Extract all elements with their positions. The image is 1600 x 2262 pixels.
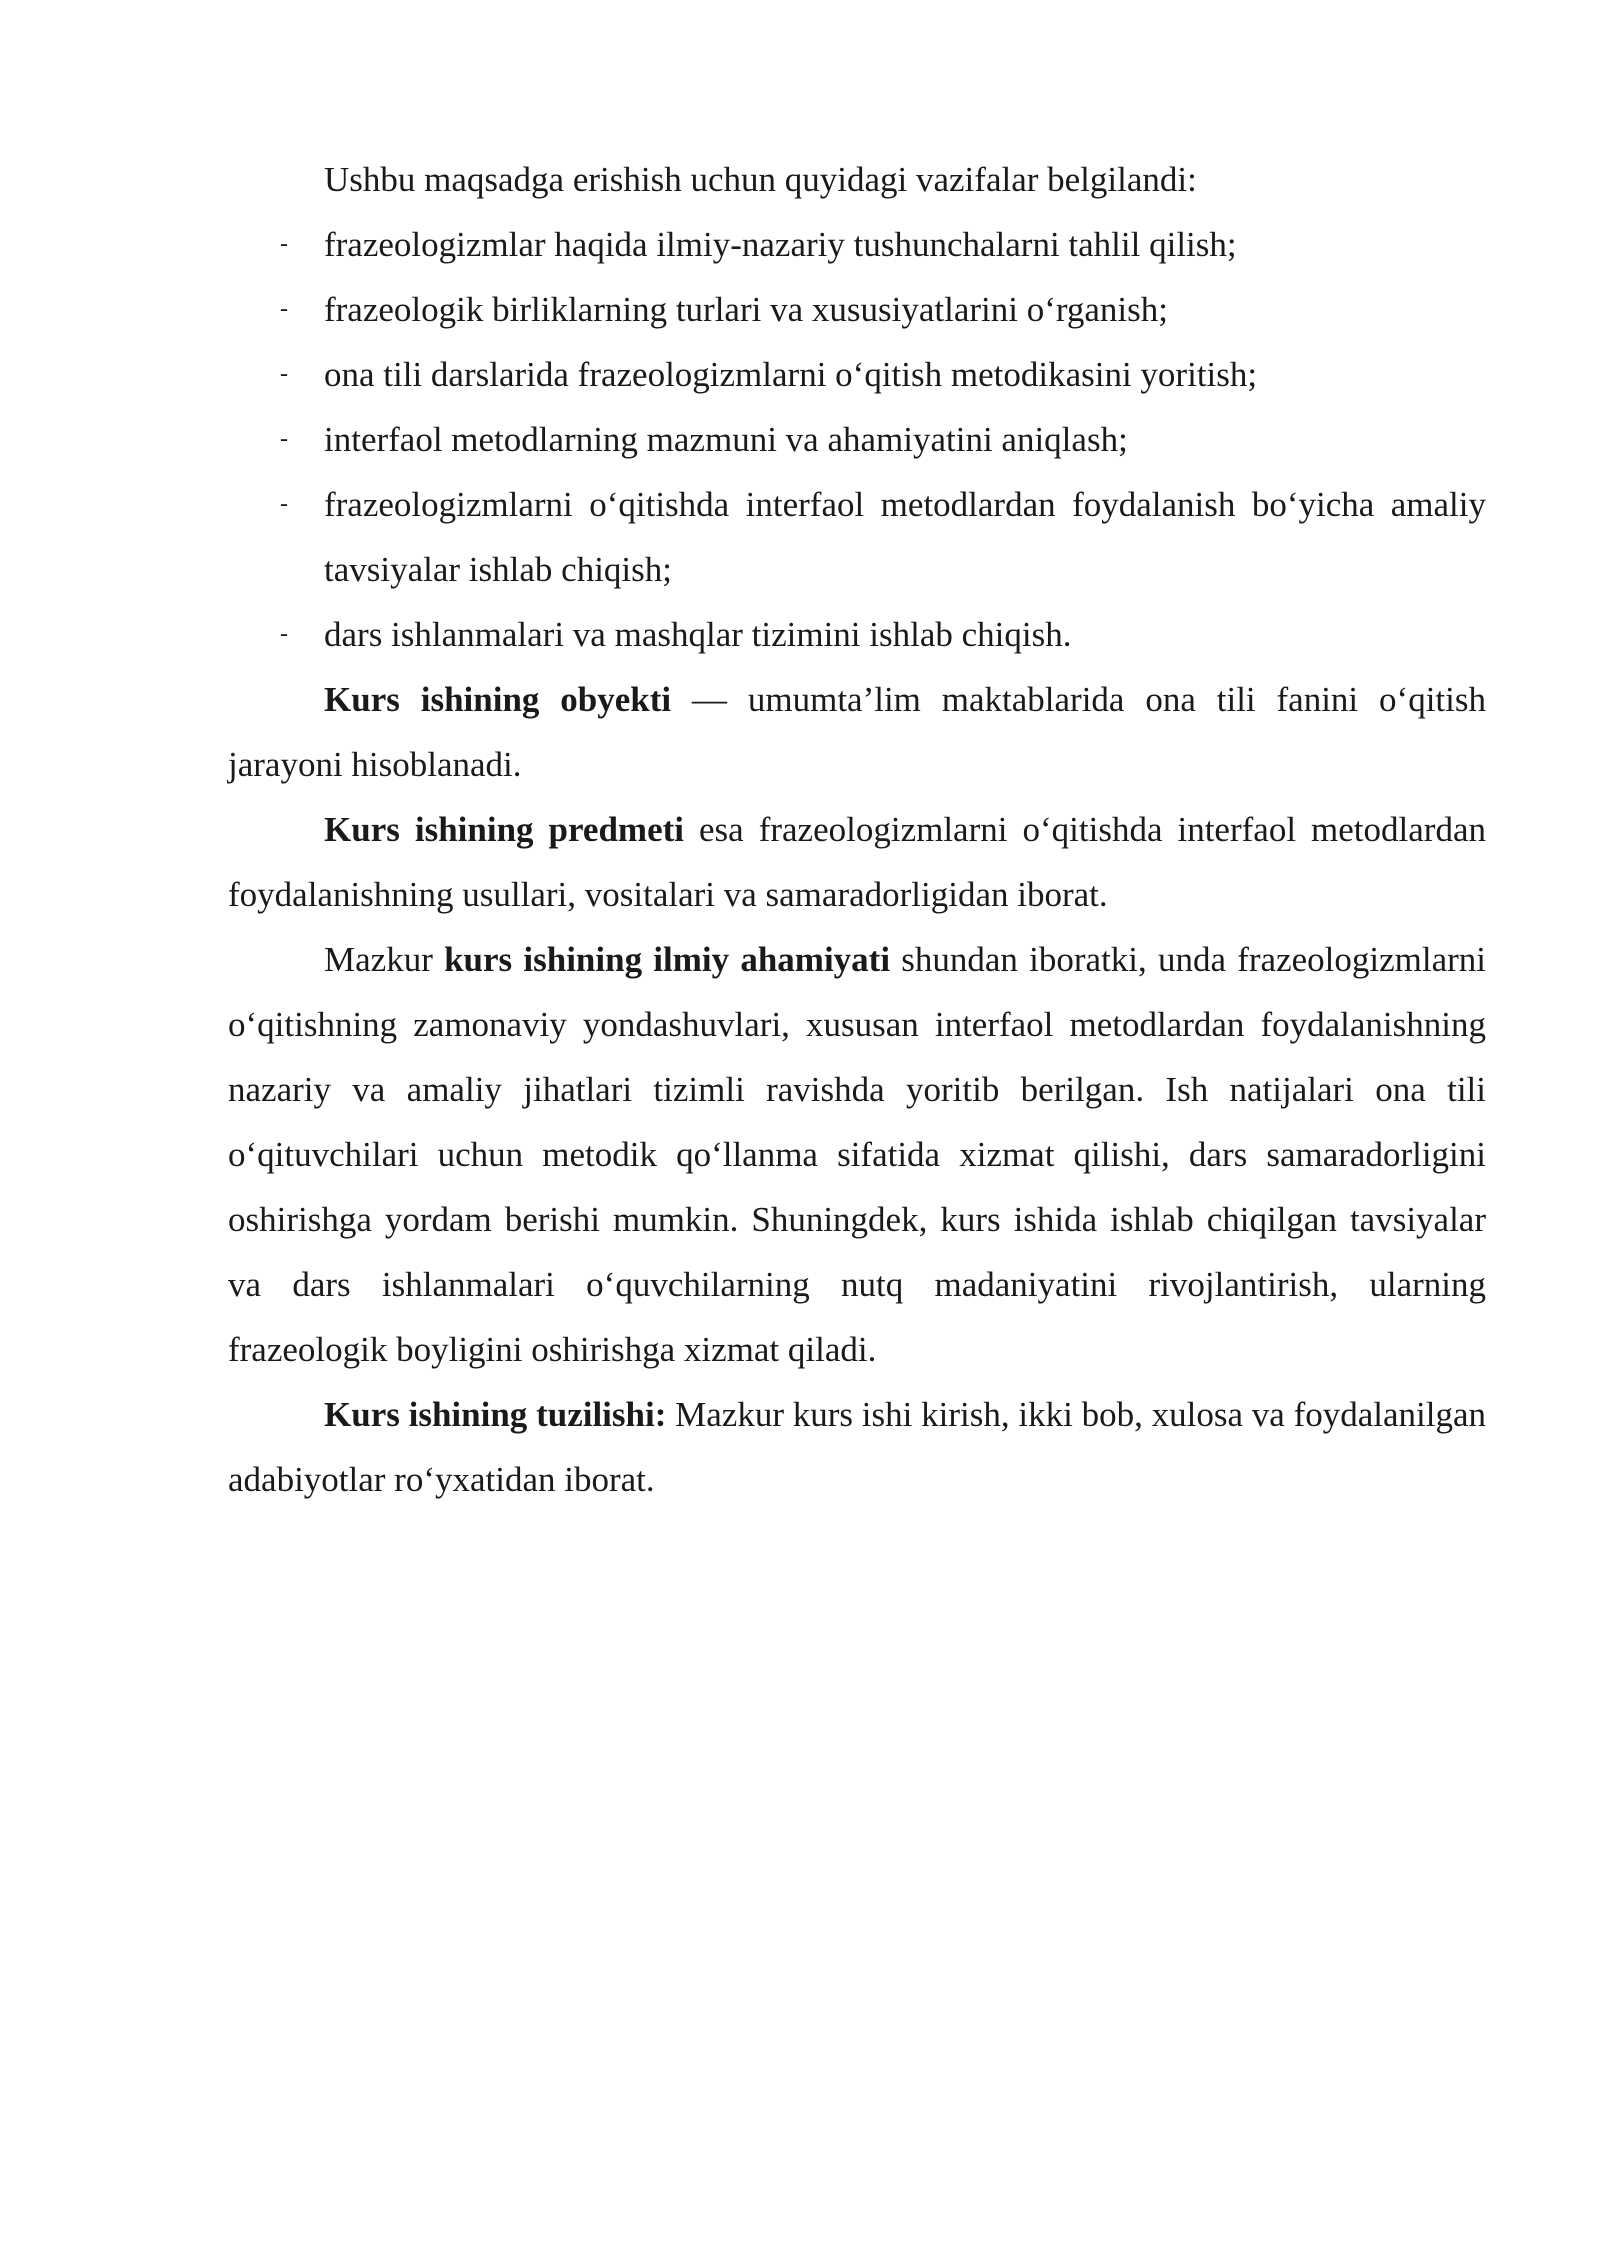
- bullet-dash: -: [280, 361, 288, 387]
- significance-text: shundan iboratki, unda frazeologizmlarni o‘qitishning zamonaviy yondashuvlari, xususan interfaol metodlardan foydalanishning nazariy va amaliy jihatlari tizimli ravishda yoritib berilgan. Ish natijalari ona tili o‘qituvchilari uchun metodik qo‘llanma sifatida xizmat qilishi, dars samaradorligini oshirishga yordam berishi mumkin. Shuningdek, kurs ishida ishlab chiqilgan tavsiyalar va dars ishlanmalari o‘quvchilarning nutq madaniyatini rivojlantirish, ularning frazeologik boyligini oshirishga xizmat qiladi.: [228, 940, 1486, 1369]
- task-item: [228, 472, 1486, 602]
- task-list: [228, 212, 1486, 667]
- task-text: ona tili darslarida frazeologizmlarni o‘qitish metodikasini yoritish;: [324, 355, 1258, 394]
- bullet-dash: -: [280, 231, 288, 257]
- task-text: frazeologizmlar haqida ilmiy-nazariy tushunchalarni tahlil qilish;: [324, 225, 1237, 264]
- subject-paragraph: [228, 797, 1486, 927]
- structure-paragraph: [228, 1382, 1486, 1512]
- object-label: Kurs ishining obyekti: [324, 680, 672, 719]
- task-text: frazeologizmlarni o‘qitishda interfaol metodlardan foydalanish bo‘yicha amaliy tavsiyalar ishlab chiqish;: [324, 485, 1486, 589]
- document-page: [228, 147, 1486, 1512]
- bullet-dash: -: [280, 296, 288, 322]
- significance-paragraph: [228, 927, 1486, 1382]
- task-item: [228, 602, 1486, 667]
- bullet-dash: -: [280, 426, 288, 452]
- task-item: [228, 277, 1486, 342]
- intro-paragraph: Ushbu maqsadga erishish uchun quyidagi vazifalar belgilandi:: [324, 160, 1197, 199]
- object-paragraph: [228, 667, 1486, 797]
- bullet-dash: -: [280, 491, 288, 517]
- subject-label: Kurs ishining predmeti: [324, 810, 684, 849]
- task-text: frazeologik birliklarning turlari va xususiyatlarini o‘rganish;: [324, 290, 1168, 329]
- subject-text: esa frazeologizmlarni o‘qitishda interfaol metodlardan foydalanishning usullari, vositalari va samaradorligidan iborat.: [228, 810, 1486, 914]
- significance-label: kurs ishining ilmiy ahamiyati: [444, 940, 891, 979]
- task-item: [228, 407, 1486, 472]
- bullet-dash: -: [280, 621, 288, 647]
- structure-label: Kurs ishining tuzilishi:: [324, 1395, 667, 1434]
- task-item: [228, 342, 1486, 407]
- significance-lead: Mazkur: [324, 940, 445, 979]
- task-text: dars ishlanmalari va mashqlar tizimini ishlab chiqish.: [324, 615, 1072, 654]
- structure-text: Mazkur kurs ishi kirish, ikki bob, xulosa va foydalanilgan adabiyotlar ro‘yxatidan iborat.: [228, 1395, 1486, 1499]
- task-item: [228, 212, 1486, 277]
- task-text: interfaol metodlarning mazmuni va ahamiyatini aniqlash;: [324, 420, 1128, 459]
- object-text: — umumta’lim maktablarida ona tili fanini o‘qitish jarayoni hisoblanadi.: [228, 680, 1486, 784]
